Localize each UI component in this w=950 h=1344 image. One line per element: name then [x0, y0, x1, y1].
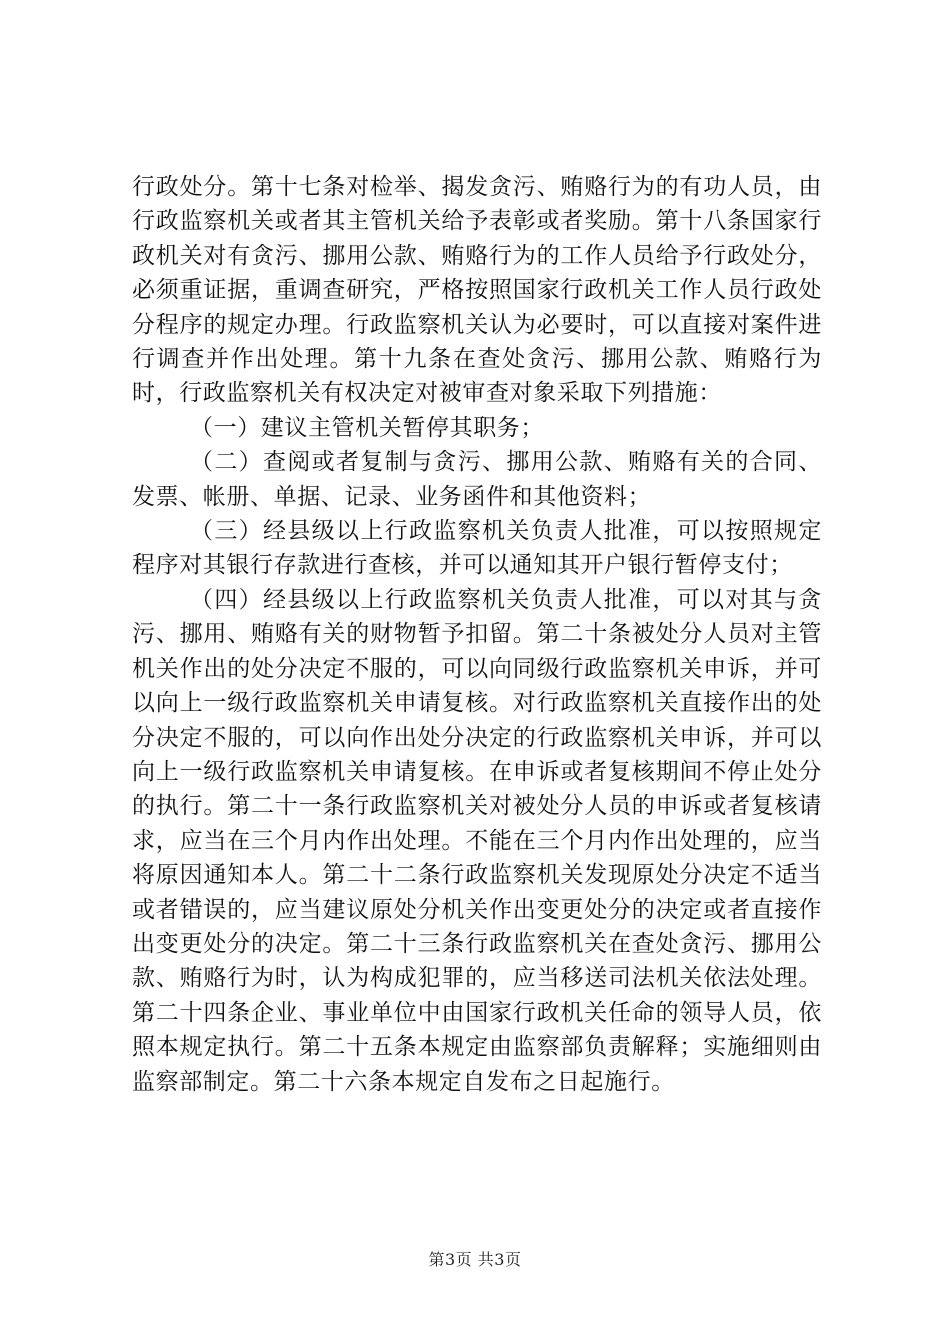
paragraph-continuation: 行政处分。第十七条对检举、揭发贪污、贿赂行为的有功人员，由行政监察机关或者其主管机关给予表彰或者奖励。第十八条国家行政机关对有贪污、挪用公款、贿赂行为的工作人员给予行政处分，必须重证据，重调查研究，严格按照国家行政机关工作人员行政处分程序的规定办理。行政监察机关认为必要时，可以直接对案件进行调查并作出处理。第十九条在查处贪污、挪用公款、贿赂行为时，行政监察机关有权决定对被审查对象采取下列措施：	[132, 174, 822, 407]
page-number-footer: 第3页 共3页	[428, 1250, 522, 1269]
paragraph-item-1: （一）建议主管机关暂停其职务；	[190, 414, 544, 441]
paragraph-item-3: （三）经县级以上行政监察机关负责人批准，可以按照规定程序对其银行存款进行查核，并可以通知其开户银行暂停支付；	[132, 518, 822, 579]
document-body	[132, 170, 822, 1099]
paragraph-item-4: （四）经县级以上行政监察机关负责人批准，可以对其与贪污、挪用、贿赂有关的财物暂予扣留。第二十条被处分人员对主管机关作出的处分决定不服的，可以向同级行政监察机关申诉，并可以向上一级行政监察机关申请复核。对行政监察机关直接作出的处分决定不服的，可以向作出处分决定的行政监察机关申诉，并可以向上一级行政监察机关申请复核。在申诉或者复核期间不停止处分的执行。第二十一条行政监察机关对被处分人员的申诉或者复核请求，应当在三个月内作出处理。不能在三个月内作出处理的，应当将原因通知本人。第二十二条行政监察机关发现原处分决定不适当或者错误的，应当建议原处分机关作出变更处分的决定或者直接作出变更处分的决定。第二十三条行政监察机关在查处贪污、挪用公款、贿赂行为时，认为构成犯罪的，应当移送司法机关依法处理。第二十四条企业、事业单位中由国家行政机关任命的领导人员，依照本规定执行。第二十五条本规定由监察部负责解释；实施细则由监察部制定。第二十六条本规定自发布之日起施行。	[132, 586, 822, 1095]
paragraph-item-2: （二）查阅或者复制与贪污、挪用公款、贿赂有关的合同、发票、帐册、单据、记录、业务函件和其他资料；	[132, 449, 822, 510]
